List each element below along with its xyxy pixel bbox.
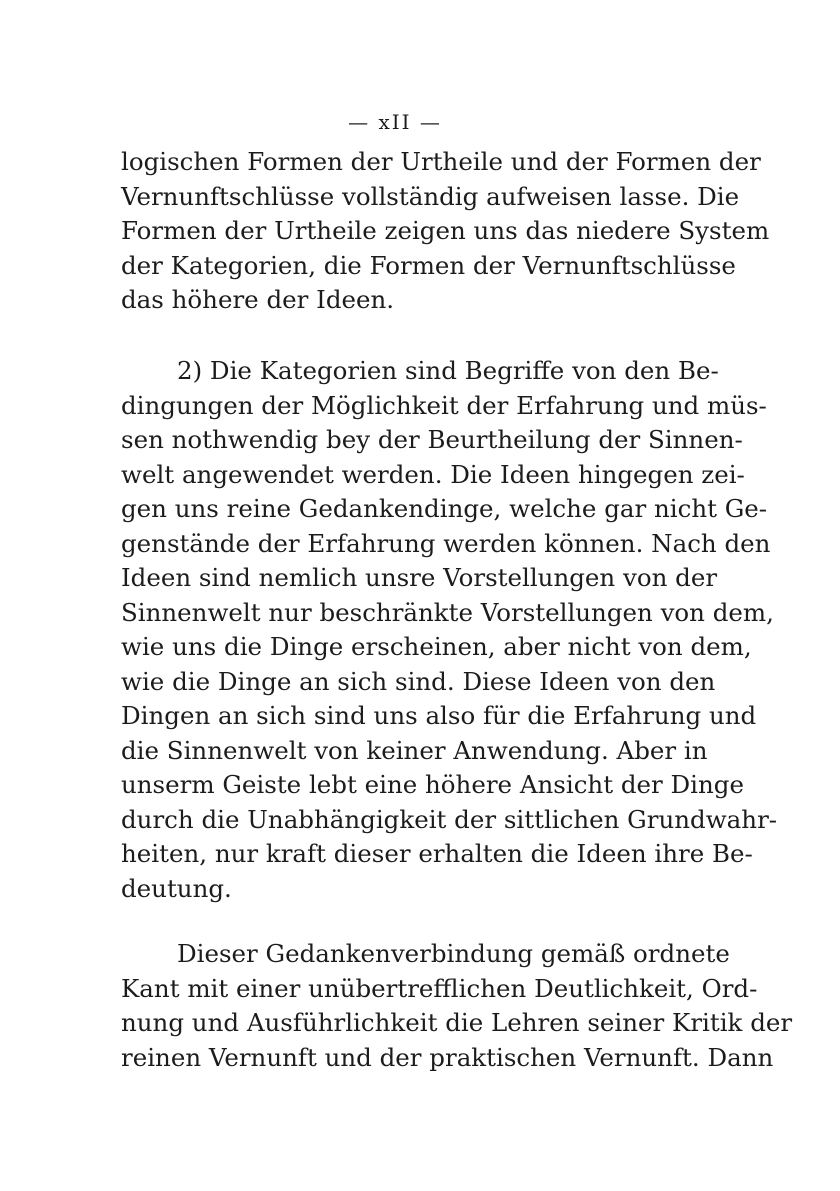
page-number: — xII — xyxy=(348,110,442,134)
text-line: Formen der Urtheile zeigen uns das niedere System xyxy=(121,216,770,245)
text-line: das höhere der Ideen. xyxy=(121,285,395,314)
text-line: Dieser Gedankenverbindung gemäß ordnete xyxy=(177,939,730,968)
paragraph-3 xyxy=(121,937,793,1075)
paragraph-1 xyxy=(121,145,770,318)
text-line: nung und Ausführlichkeit die Lehren seiner Kritik der xyxy=(121,1008,793,1037)
text-line: Ideen sind nemlich unsre Vorstellungen von der xyxy=(121,563,718,592)
text-line: heiten, nur kraft dieser erhalten die Ideen ihre Be- xyxy=(121,839,753,868)
text-line: der Kategorien, die Formen der Vernunftschlüsse xyxy=(121,250,736,280)
text-line: dingungen der Möglichkeit der Erfahrung und müs- xyxy=(121,390,767,420)
text-line: logischen Formen der Urtheile und der Formen der xyxy=(121,147,761,176)
text-line: Dingen an sich sind uns also für die Erfahrung und xyxy=(121,701,757,730)
paragraph-2 xyxy=(121,354,778,906)
text-line: sen nothwendig bey der Beurtheilung der Sinnen- xyxy=(121,425,743,454)
text-line: Kant mit einer unübertrefflichen Deutlichkeit, Ord- xyxy=(121,973,758,1003)
text-line: wie uns die Dinge erscheinen, aber nicht von dem, xyxy=(121,632,752,661)
text-line: Sinnenwelt nur beschränkte Vorstellungen von dem, xyxy=(121,597,774,627)
text-line: welt angewendet werden. Die Ideen hingegen zei- xyxy=(121,459,745,489)
text-line: gen uns reine Gedankendinge, welche gar nicht Ge- xyxy=(121,494,768,523)
text-line: die Sinnenwelt von keiner Anwendung. Aber in xyxy=(121,735,708,765)
text-line: reinen Vernunft und der praktischen Vernunft. Dann xyxy=(121,1042,774,1072)
text-line: genstände der Erfahrung werden können. Nach den xyxy=(121,528,771,558)
text-line: wie die Dinge an sich sind. Diese Ideen von den xyxy=(121,666,716,696)
text-line: durch die Unabhängigkeit der sittlichen Grundwahr- xyxy=(121,804,778,834)
text-line: 2) Die Kategorien sind Begriffe von den Be- xyxy=(177,356,719,385)
text-line: unserm Geiste lebt eine höhere Ansicht der Dinge xyxy=(121,770,744,799)
text-line: Vernunftschlüsse vollständig aufweisen lasse. Die xyxy=(121,181,740,211)
text-line: deutung. xyxy=(121,873,232,903)
